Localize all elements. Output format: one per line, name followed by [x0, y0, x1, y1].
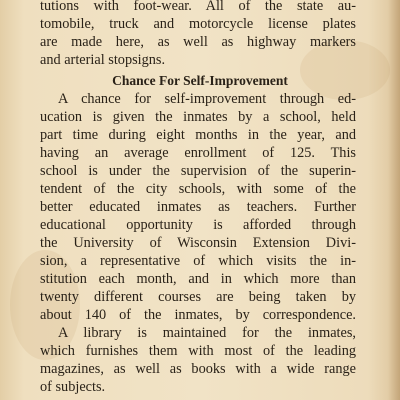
text-line: A chance for self-improvement through ed- — [58, 91, 356, 107]
text-line: tendent of the city schools, with some of the — [40, 181, 356, 197]
text-line: twenty different courses are being taken by — [40, 289, 356, 305]
text-line: of subjects. — [40, 379, 106, 395]
text-line: ucation is given the inmates by a school, held — [40, 109, 356, 125]
text-line: educational opportunity is afforded through — [40, 217, 356, 233]
page-edge-shadow — [388, 0, 400, 400]
text-line: part time during eight months in the year, and — [40, 127, 356, 143]
text-line: the University of Wisconsin Extension Divi- — [40, 235, 356, 251]
text-line: tomobile, truck and motorcycle license plates — [40, 16, 356, 32]
section-heading: Chance For Self-Improvement — [112, 73, 288, 88]
text-line: magazines, as well as books with a wide range — [40, 361, 356, 377]
text-line: tutions with foot-wear. All of the state au- — [40, 0, 356, 14]
text-line: which furnishes them with most of the leading — [40, 343, 356, 359]
text-line: sion, a representative of which visits the in- — [40, 253, 356, 269]
text-line: about 140 of the inmates, by correspondence. — [40, 307, 356, 323]
text-line: better educated inmates as teachers. Further — [40, 199, 356, 215]
text-line: having an average enrollment of 125. This — [40, 145, 356, 161]
text-line: and arterial stopsigns. — [40, 52, 166, 68]
text-line: are made here, as well as highway markers — [40, 34, 356, 50]
text-line: stitution each month, and in which more than — [40, 271, 356, 287]
text-line: A library is maintained for the inmates, — [58, 325, 356, 341]
text-line: school is under the supervision of the superin- — [40, 163, 356, 179]
